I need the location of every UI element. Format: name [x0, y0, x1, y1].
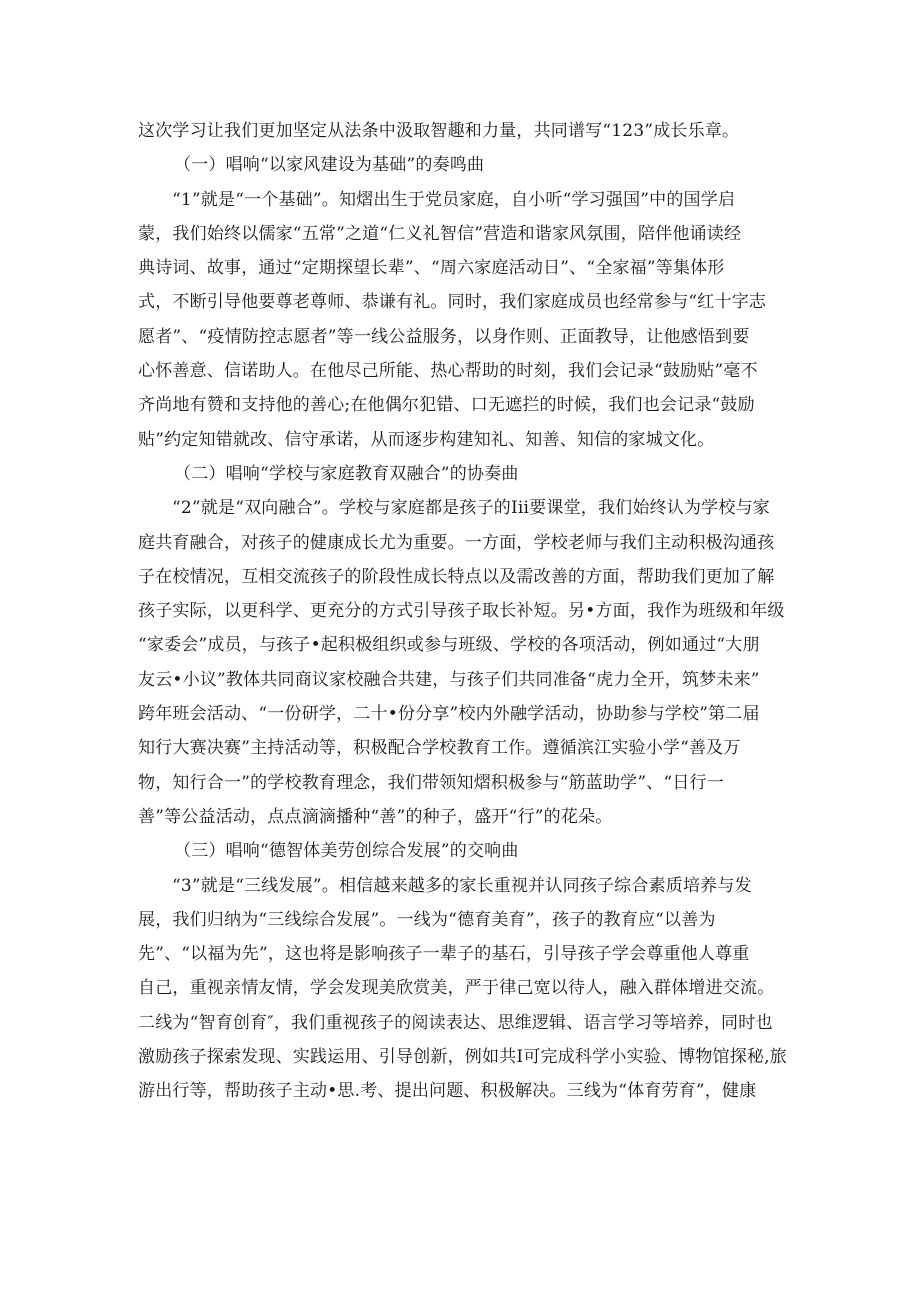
- paragraph-line: 友云•小议”教体共同商议家校融合共建，与孩子们共同准备“虎力全开，筑梦未来”: [138, 669, 760, 690]
- paragraph-line: 知行大赛决赛”主持活动等，积极配合学校教育工作。遵循滨江实验小学“善及万: [138, 738, 741, 759]
- paragraph-line: 自己，重视亲情友情，学会发现美欣赏美，严于律己宽以待人，融入群体增进交流。: [138, 978, 775, 999]
- paragraph-line: 庭共育融合，对孩子的健康成长尤为重要。一方面，学校老师与我们主动积极沟通孩: [138, 532, 775, 553]
- paragraph-line: 物，知行合一”的学校教育理念，我们带领知熠积极参与“筋蓝助学”、“日行一: [138, 772, 724, 793]
- paragraph-line: 贴”约定知错就改、信守承诺，从而逐步构建知礼、知善、知信的家城文化。: [138, 429, 715, 450]
- paragraph-line: “2”就是“双向融合”。学校与家庭都是孩子的Iii要课堂，我们始终认为学校与家: [172, 498, 770, 519]
- paragraph-line: 齐尚地有赞和支持他的善心;在他偶尔犯错、口无遮拦的时候，我们也会记录“鼓励: [138, 395, 755, 416]
- paragraph-line: 典诗词、故事，通过“定期探望长辈”、“周六家庭活动日”、“全家福”等集体形: [138, 258, 725, 279]
- paragraph-line: “家委会”成员，与孩子•起积极组织或参与班级、学校的各项活动，例如通过“大朋: [138, 635, 760, 656]
- section-2-heading: （二）唱响“学校与家庭教育双融合”的协奏曲: [174, 463, 519, 484]
- paragraph-line: “1”就是“一个基础”。知熠出生于党员家庭，自小听“学习强国”中的国学启: [172, 189, 736, 210]
- paragraph-line: 激励孩子探索发现、实践运用、引导创新，例如共I可完成科学小实验、博物馆探秘,旅: [138, 1047, 787, 1068]
- paragraph-line: 式，不断引导他要尊老尊师、恭谦有礼。同时，我们家庭成员也经常参与“红十字志: [138, 292, 767, 313]
- document-body: [138, 114, 787, 1109]
- paragraph-line: 善”等公益活动，点点滴滴播种“善”的种子，盛开“行”的花朵。: [138, 806, 613, 827]
- paragraph-line: 跨年班会活动、“一份研学，二十•份分享”校内外融学活动，协助参与学校”第二届: [138, 704, 760, 725]
- paragraph-line: 游出行等，帮助孩子主动•思.考、提出问题、积极解决。三线为“体育劳育”，健康: [138, 1081, 757, 1102]
- paragraph-line: “3”就是“三线发展”。相信越来越多的家长重视并认同孩子综合素质培养与发: [172, 875, 752, 896]
- paragraph-line: 蒙，我们始终以儒家“五常”之道“仁义礼智信”营造和谐家风氛围，陪伴他诵读经: [138, 223, 742, 244]
- paragraph-line: 愿者”、“疫情防控志愿者”等一线公益服务，以身作则、正面教导，让他感悟到要: [138, 326, 750, 347]
- paragraph-line: 二线为“智育创育″，我们重视孩子的阅读表达、思维逻辑、语言学习等培养，同时也: [138, 1012, 773, 1033]
- paragraph-line: 先”、“以福为先”，这也将是影响孩子一辈子的基石，引导孩子学会尊重他人尊重: [138, 944, 750, 965]
- intro-line: 这次学习让我们更加坚定从法条中汲取智趣和力量，共同谱写“123”成长乐章。: [138, 121, 740, 141]
- paragraph-line: 展，我们归纳为“三线综合发展”。一线为“德育美育”，孩子的教育应“以善为: [138, 909, 716, 930]
- section-1-heading: （一）唱响“以家风建设为基础”的奏鸣曲: [174, 155, 485, 176]
- paragraph-line: 孩子实际，以更科学、更充分的方式引导孩子取长补短。另•方面，我作为班级和年级: [138, 601, 785, 622]
- paragraph-line: 子在校情况，互相交流孩子的阶段性成长特点以及需改善的方面，帮助我们更加了解: [138, 566, 775, 587]
- paragraph-line: 心怀善意、信诺助人。在他尽己所能、热心帮助的时刻，我们会记录“鼓励贴”毫不: [138, 361, 758, 382]
- section-3-heading: （三）唱响“德智体美劳创综合发展”的交响曲: [174, 841, 519, 862]
